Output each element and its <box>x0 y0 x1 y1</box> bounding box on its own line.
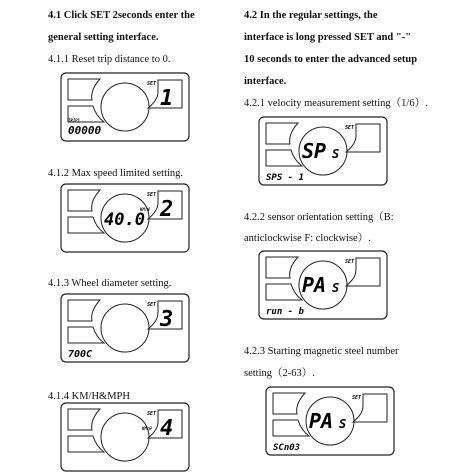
lcd-display-wheel-diameter <box>60 293 190 363</box>
mode-readout: PA <box>309 409 334 433</box>
right-heading-line4: interface. <box>244 76 287 87</box>
set-label: SET <box>147 411 157 417</box>
set-label: SET <box>352 395 362 401</box>
lcd-display-magnetic-steel <box>265 386 395 456</box>
lcd-display-sensor-orientation <box>258 250 388 320</box>
lcd-display-velocity-measurement <box>258 116 388 186</box>
item-4-2-2-line2: anticlockwise F: clockwise）. <box>244 233 371 244</box>
set-label: SET <box>345 125 355 131</box>
lcd-display-trip-reset <box>60 72 190 142</box>
wheel-size-readout: 700C <box>68 349 93 360</box>
left-heading-line2: general setting interface. <box>48 32 159 43</box>
set-label: SET <box>147 302 157 308</box>
set-label: SET <box>345 259 355 265</box>
set-label: SET <box>147 81 157 87</box>
lcd-big-digit: 3 <box>160 307 174 332</box>
item-4-1-2: 4.1.2 Max speed limited setting. <box>48 168 184 179</box>
trip-label: TRIP1 <box>68 118 81 123</box>
item-4-1-3: 4.1.3 Wheel diameter setting. <box>48 278 172 289</box>
setting-value-readout: run - b <box>266 307 304 317</box>
item-4-2-1: 4.2.1 velocity measurement setting（1/6）. <box>244 98 428 109</box>
mode-readout-suffix: S <box>339 417 347 431</box>
odometer-readout: 00000 <box>68 124 102 137</box>
lcd-big-digit: 1 <box>160 86 174 111</box>
lcd-big-digit: 4 <box>160 416 174 441</box>
speed-unit-label: KM/H <box>142 426 152 431</box>
item-4-2-3-line1: 4.2.3 Starting magnetic steel number <box>244 346 399 357</box>
lcd-display-unit <box>60 402 190 472</box>
item-4-1-1: 4.1.1 Reset trip distance to 0. <box>48 54 171 65</box>
item-4-2-2-line1: 4.2.2 sensor orientation setting（B: <box>244 212 394 223</box>
left-heading-line1: 4.1 Click SET 2seconds enter the <box>48 10 195 21</box>
mode-readout: SP <box>302 139 327 163</box>
right-heading-line2: interface is long pressed SET and "-" <box>244 32 412 43</box>
speed-limit-readout: 40.0 <box>104 210 145 230</box>
setting-value-readout: SPS - 1 <box>266 173 304 183</box>
mode-readout-suffix: S <box>332 281 340 295</box>
lcd-display-max-speed <box>60 183 190 253</box>
mode-readout: PA <box>302 273 327 297</box>
lcd-big-digit: 2 <box>160 197 174 222</box>
right-heading-line3: 10 seconds to enter the advanced setup <box>244 54 418 65</box>
set-label: SET <box>147 192 157 198</box>
mode-readout-suffix: S <box>332 147 340 161</box>
right-heading-line1: 4.2 In the regular settings, the <box>244 10 378 21</box>
item-4-1-4: 4.1.4 KM/H&MPH <box>48 391 130 402</box>
item-4-2-3-line2: setting（2-63）. <box>244 368 315 379</box>
setting-value-readout: SCn03 <box>273 443 301 453</box>
speed-unit-label: KM/H <box>140 207 150 212</box>
